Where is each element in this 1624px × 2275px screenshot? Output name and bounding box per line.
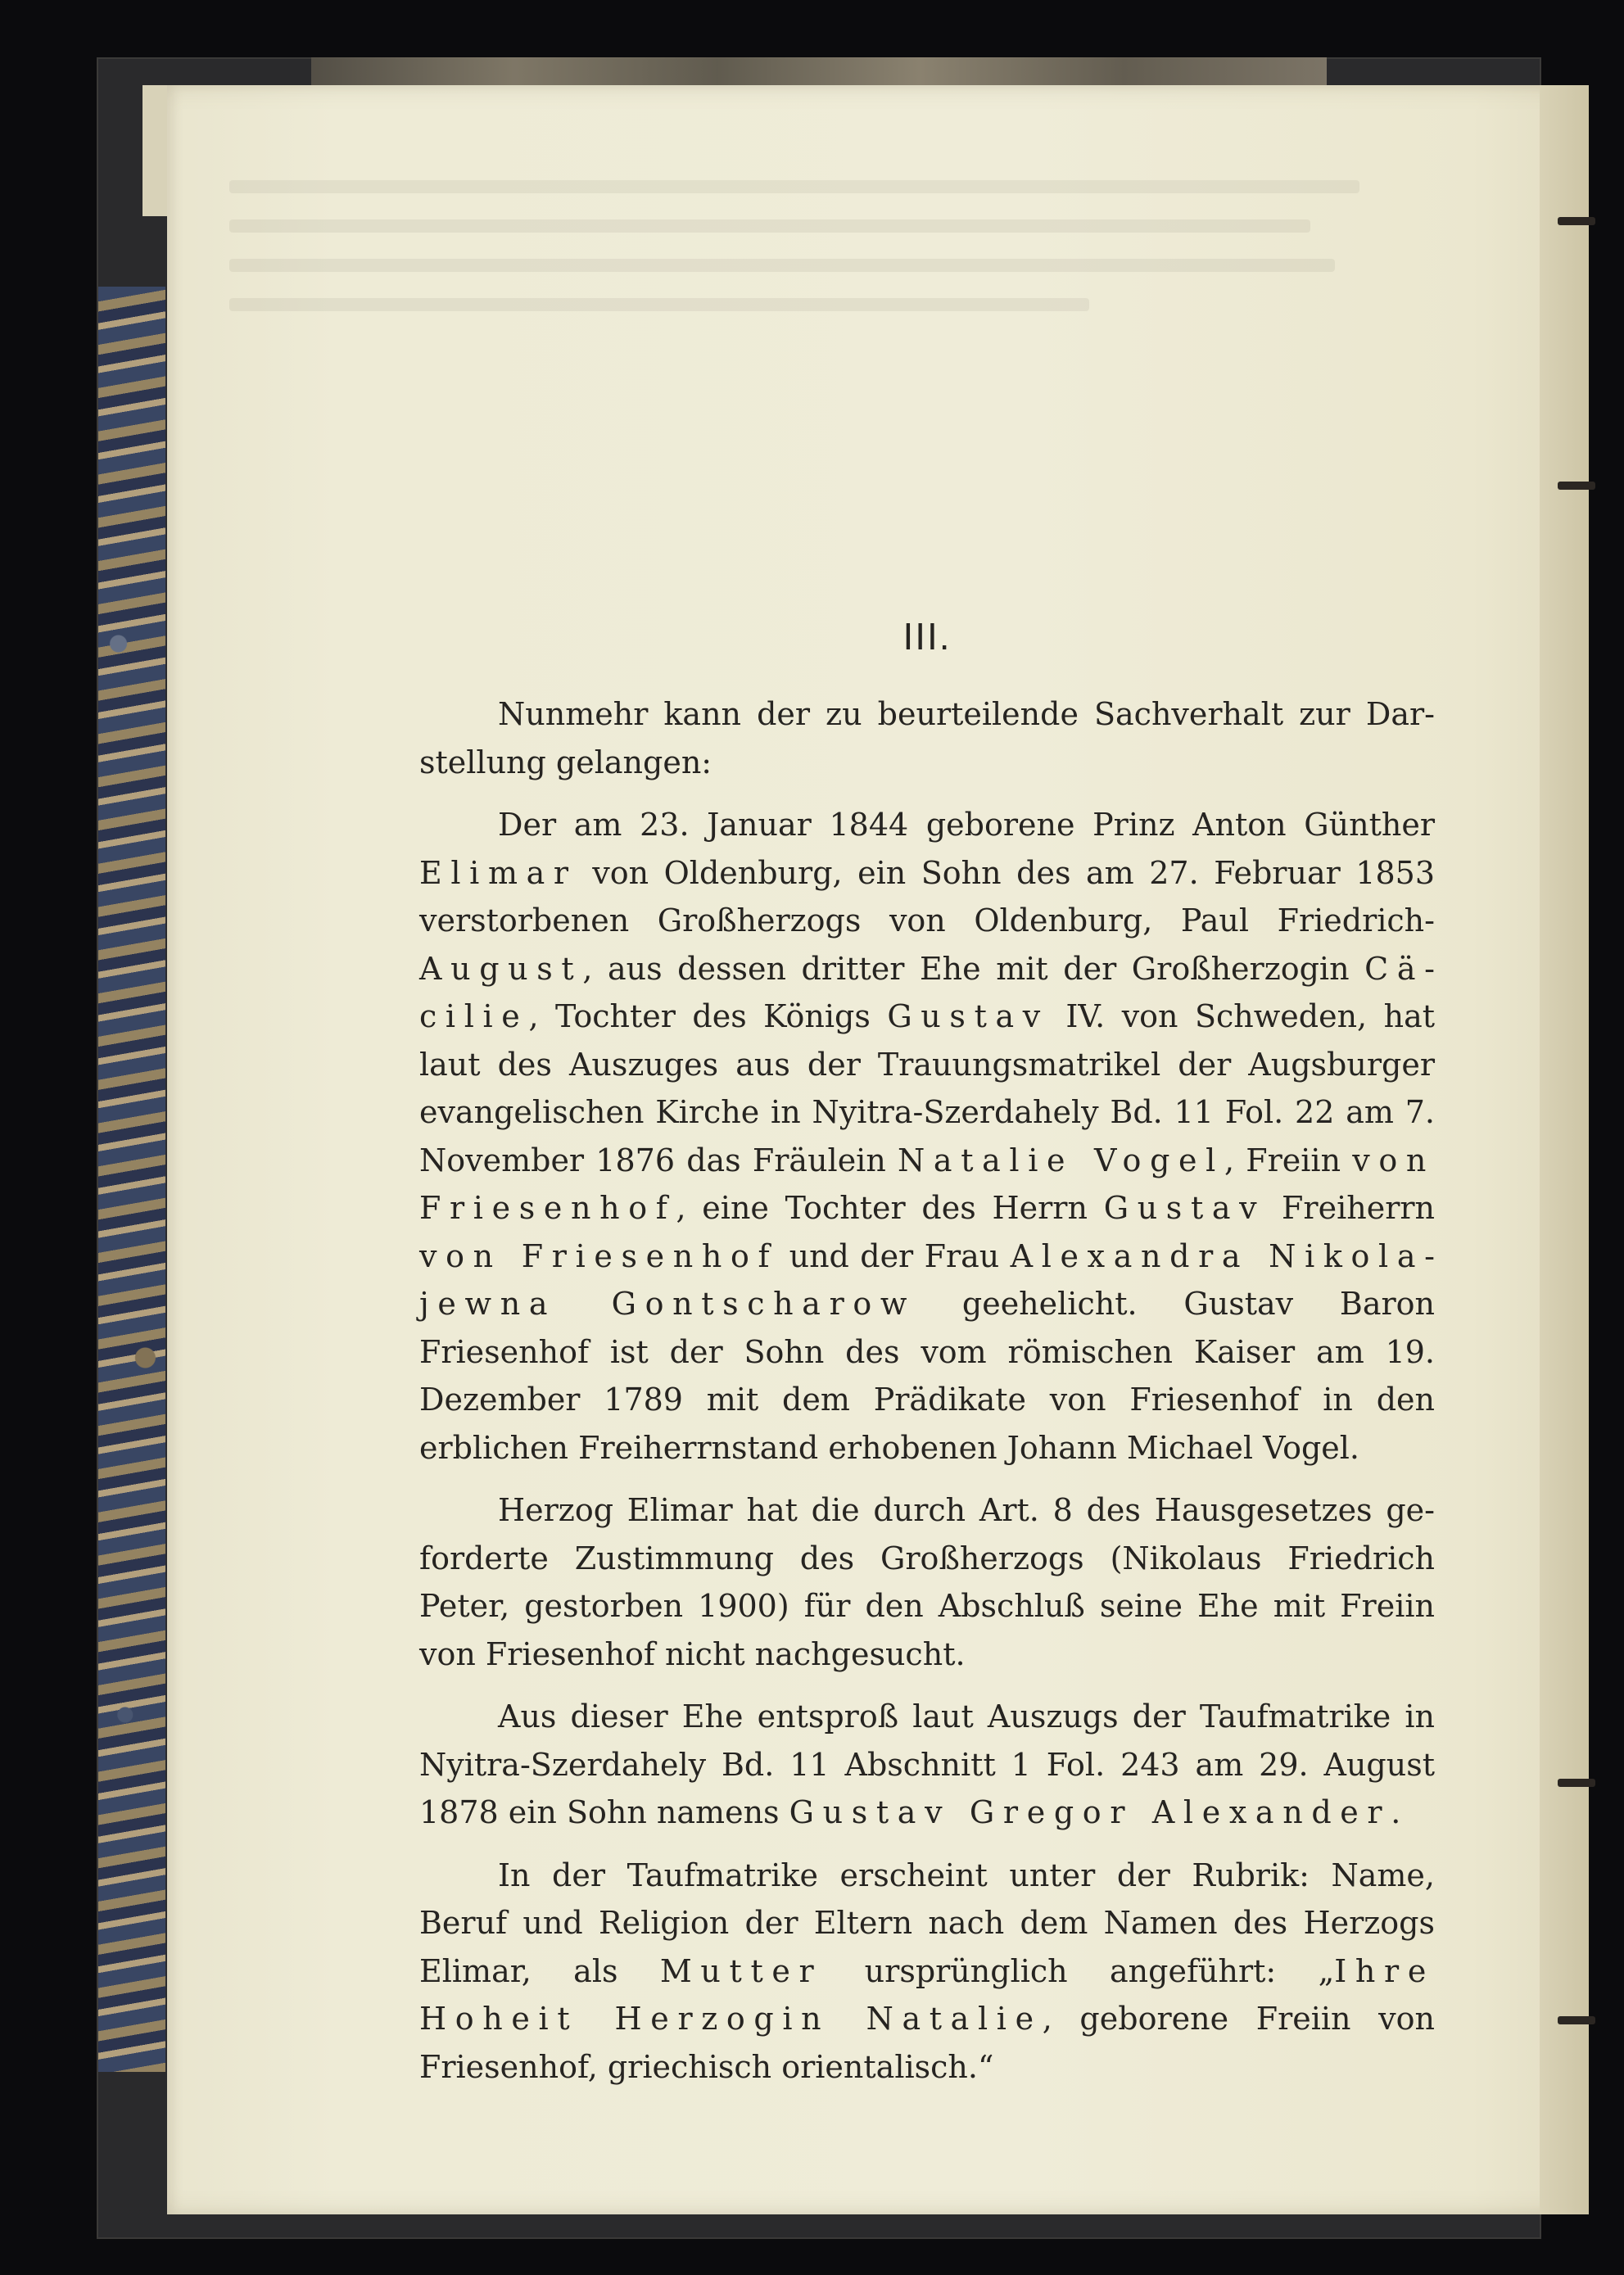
paragraph-text: Herzog Elimar hat die durch Art. 8 des Hausgesetzes geforderte Zustimmung des Großherzogs (Nikolaus Friedrich Peter, gestorben 1900) für den Abschluß seine Ehe mit Freiin von Friesenhof nicht nachgesucht. xyxy=(419,1492,1435,1672)
paragraph xyxy=(419,801,1435,1472)
paragraph xyxy=(419,1693,1435,1837)
spaced-name-text: von Friesenhof xyxy=(419,1142,1435,1226)
paragraph-text: und der Frau xyxy=(778,1237,1011,1274)
paragraph-text: , Tochter des Königs xyxy=(528,998,888,1034)
spaced-name-text: Gustav xyxy=(1103,1190,1266,1226)
paragraph-text: Freiherrn xyxy=(1265,1190,1435,1226)
left-page-leaf xyxy=(142,85,167,216)
spaced-name-text: von Friesenhof xyxy=(419,1237,779,1274)
spaced-name-text: Gustav Gregor Alexander xyxy=(789,1794,1391,1830)
paragraph xyxy=(419,1852,1435,2092)
paragraph-text: geehelicht. Gustav Baron Friesenhof ist der Sohn des vom römischen Kaiser am 19. Dezember 1789 mit dem Prädikate von Friesenhof in den erblichen Freiherrnstand erhobenen Johann Michael Vogel. xyxy=(419,1286,1435,1466)
paragraph-text: In der Taufmatrike erscheint unter der Rubrik: Name, Beruf und Religion der Eltern nach dem Namen des Herzogs Elimar, als xyxy=(419,1857,1435,1989)
binding-stitch xyxy=(1558,2016,1595,2024)
spaced-name-text: Cäcilie xyxy=(419,950,1435,1034)
cover-edge-strip xyxy=(311,57,1327,85)
spaced-name-text: Mutter xyxy=(659,1952,823,1989)
spaced-name-text: Alexandra Nikolajewna Gontscharow xyxy=(419,1237,1435,1322)
spaced-name-text: August xyxy=(419,950,583,987)
paragraph-text: Der am 23. Januar 1844 geborene Prinz Anton Günther xyxy=(498,807,1435,843)
spaced-name-text: Natalie Vogel xyxy=(898,1142,1224,1178)
binding-stitch xyxy=(1558,1779,1595,1787)
spaced-name-text: Gustav xyxy=(887,998,1049,1034)
binding-stitch xyxy=(1558,217,1595,225)
paragraph-text: , Freiin xyxy=(1224,1142,1353,1178)
body-paragraphs xyxy=(419,690,1435,2091)
paragraph xyxy=(419,690,1435,786)
paragraph-text: . xyxy=(1391,1794,1401,1830)
paragraph xyxy=(419,1486,1435,1678)
marbled-endpaper xyxy=(98,287,165,2072)
page-gutter-edge xyxy=(1540,85,1589,2214)
binding-stitch xyxy=(1558,482,1595,490)
paragraph-text: Aus dieser Ehe entsproß laut Auszugs der Taufmatrike in Nyitra-Szerdahely Bd. 11 Abschnitt 1 Fol. 243 am 29. August 1878 ein Sohn namens xyxy=(419,1698,1435,1830)
paragraph-text: IV. von Schweden, hat laut des Auszuges aus der Trauungsmatrikel der Augsburger evangelischen Kirche in Nyitra-Szerdahely Bd. 11 Fol. 22 am 7. November 1876 das Fräulein xyxy=(419,998,1435,1178)
page-text xyxy=(419,610,1435,2105)
section-heading: III. xyxy=(902,615,952,658)
spaced-name-text: Ihre Hoheit Herzogin Natalie xyxy=(419,1952,1435,2037)
paragraph-text: von Oldenburg, ein Sohn des am 27. Februar 1853 verstorbenen Großherzogs von Oldenburg, Paul Friedrich- xyxy=(419,854,1435,938)
spaced-name-text: Elimar xyxy=(419,854,577,891)
paragraph-text: ursprünglich angeführt: „ xyxy=(822,1952,1335,1989)
paragraph-text: Nunmehr kann der zu beurteilende Sachverhalt zur Darstellung gelangen: xyxy=(419,696,1435,780)
paragraph-text: , eine Tochter des Herrn xyxy=(676,1190,1104,1226)
paragraph-text: , aus dessen dritter Ehe mit der Großherzogin xyxy=(582,950,1365,987)
paragraph-text: , geborene Freiin von Friesenhof, griechisch orientalisch.“ xyxy=(419,2001,1435,2085)
